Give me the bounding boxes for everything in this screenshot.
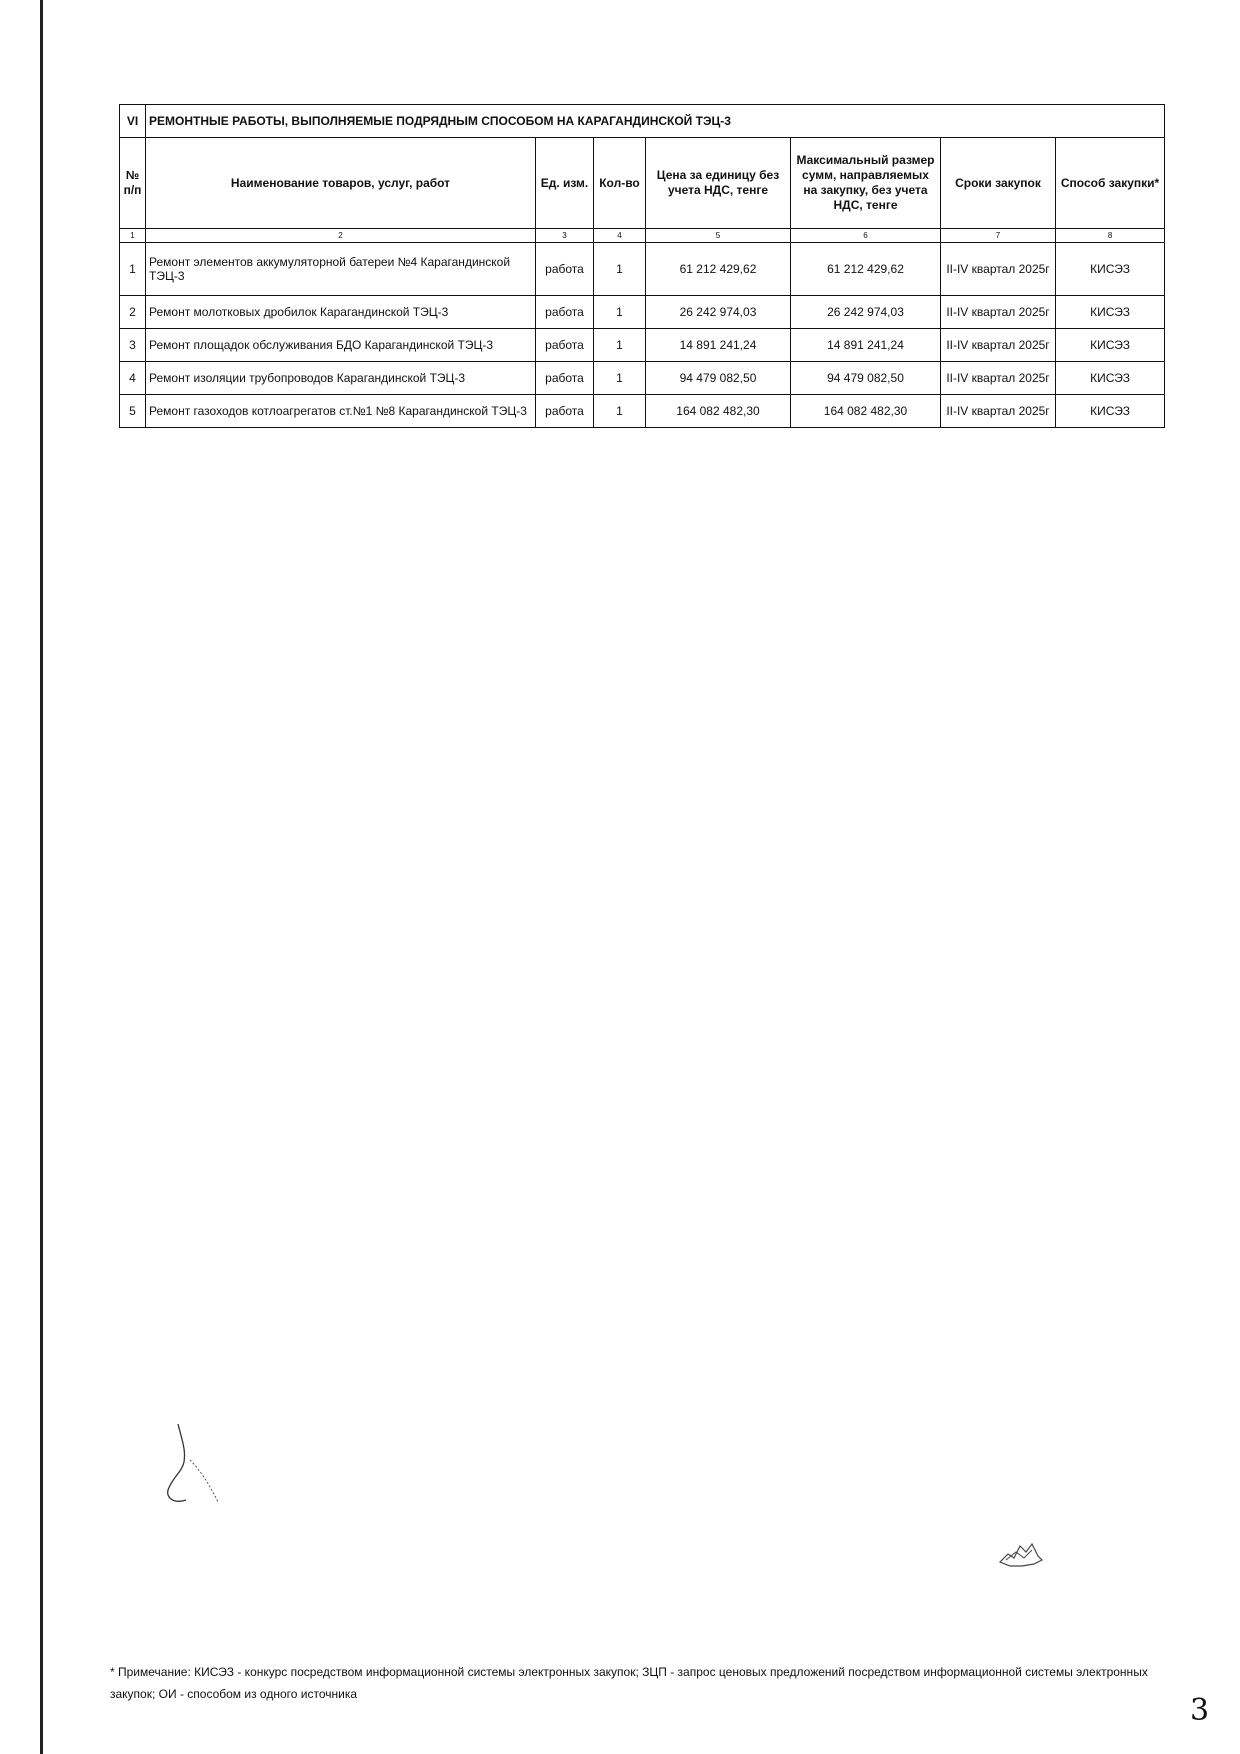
- row-qty: 1: [594, 329, 646, 362]
- table-row: [120, 395, 1165, 428]
- row-name: Ремонт площадок обслуживания БДО Карагандинской ТЭЦ-3: [146, 329, 536, 362]
- row-price: 164 082 482,30: [646, 395, 791, 428]
- row-period: II-IV квартал 2025г: [941, 395, 1056, 428]
- column-number: 4: [594, 229, 646, 243]
- row-name: Ремонт элементов аккумуляторной батереи №4 Карагандинской ТЭЦ-3: [146, 243, 536, 296]
- row-name: Ремонт молотковых дробилок Карагандинской ТЭЦ-3: [146, 296, 536, 329]
- row-qty: 1: [594, 395, 646, 428]
- row-max-sum: 14 891 241,24: [791, 329, 941, 362]
- header-row: [120, 138, 1165, 229]
- row-num: 4: [120, 362, 146, 395]
- row-unit: работа: [536, 329, 594, 362]
- scan-left-edge: [40, 0, 43, 1754]
- row-qty: 1: [594, 243, 646, 296]
- row-price: 94 479 082,50: [646, 362, 791, 395]
- column-number: 5: [646, 229, 791, 243]
- row-qty: 1: [594, 296, 646, 329]
- row-name: Ремонт изоляции трубопроводов Карагандинской ТЭЦ-3: [146, 362, 536, 395]
- row-price: 26 242 974,03: [646, 296, 791, 329]
- header-method: Способ закупки*: [1056, 138, 1165, 229]
- row-method: КИСЭЗ: [1056, 243, 1165, 296]
- row-num: 2: [120, 296, 146, 329]
- row-price: 61 212 429,62: [646, 243, 791, 296]
- header-price: Цена за единицу без учета НДС, тенге: [646, 138, 791, 229]
- row-unit: работа: [536, 243, 594, 296]
- column-number-row: [120, 229, 1165, 243]
- row-num: 1: [120, 243, 146, 296]
- table-row: [120, 362, 1165, 395]
- header-num: № п/п: [120, 138, 146, 229]
- table-row: [120, 296, 1165, 329]
- section-row: [120, 105, 1165, 138]
- row-period: II-IV квартал 2025г: [941, 243, 1056, 296]
- row-max-sum: 164 082 482,30: [791, 395, 941, 428]
- footnote: * Примечание: КИСЭЗ - конкурс посредством информационной системы электронных закупок; ЗЦП - запрос ценовых предложений посредством информационной системы электронных закупок; ОИ - способом из одного источника: [110, 1665, 1148, 1701]
- column-number: 2: [146, 229, 536, 243]
- column-number: 1: [120, 229, 146, 243]
- page-number: 3: [1190, 1693, 1210, 1728]
- header-max-sum: Максимальный размер сумм, направляемых на закупку, без учета НДС, тенге: [791, 138, 941, 229]
- row-method: КИСЭЗ: [1056, 395, 1165, 428]
- row-period: II-IV квартал 2025г: [941, 329, 1056, 362]
- row-max-sum: 26 242 974,03: [791, 296, 941, 329]
- column-number: 8: [1056, 229, 1165, 243]
- row-unit: работа: [536, 296, 594, 329]
- row-unit: работа: [536, 362, 594, 395]
- row-method: КИСЭЗ: [1056, 362, 1165, 395]
- row-unit: работа: [536, 395, 594, 428]
- column-number: 3: [536, 229, 594, 243]
- stamp-mark: [996, 1536, 1046, 1570]
- header-qty: Кол-во: [594, 138, 646, 229]
- row-name: Ремонт газоходов котлоагрегатов ст.№1 №8 Карагандинской ТЭЦ-3: [146, 395, 536, 428]
- row-max-sum: 94 479 082,50: [791, 362, 941, 395]
- table-row: [120, 243, 1165, 296]
- table-row: [120, 329, 1165, 362]
- section-title: РЕМОНТНЫЕ РАБОТЫ, ВЫПОЛНЯЕМЫЕ ПОДРЯДНЫМ СПОСОБОМ НА КАРАГАНДИНСКОЙ ТЭЦ-3: [146, 105, 1165, 138]
- header-name: Наименование товаров, услуг, работ: [146, 138, 536, 229]
- column-number: 7: [941, 229, 1056, 243]
- column-number: 6: [791, 229, 941, 243]
- row-max-sum: 61 212 429,62: [791, 243, 941, 296]
- row-method: КИСЭЗ: [1056, 329, 1165, 362]
- row-num: 5: [120, 395, 146, 428]
- header-unit: Ед. изм.: [536, 138, 594, 229]
- row-qty: 1: [594, 362, 646, 395]
- row-price: 14 891 241,24: [646, 329, 791, 362]
- row-period: II-IV квартал 2025г: [941, 296, 1056, 329]
- signature-mark: [160, 1420, 240, 1510]
- row-num: 3: [120, 329, 146, 362]
- procurement-table: [119, 104, 1165, 428]
- row-period: II-IV квартал 2025г: [941, 362, 1056, 395]
- header-period: Сроки закупок: [941, 138, 1056, 229]
- section-number: VI: [120, 105, 146, 138]
- row-method: КИСЭЗ: [1056, 296, 1165, 329]
